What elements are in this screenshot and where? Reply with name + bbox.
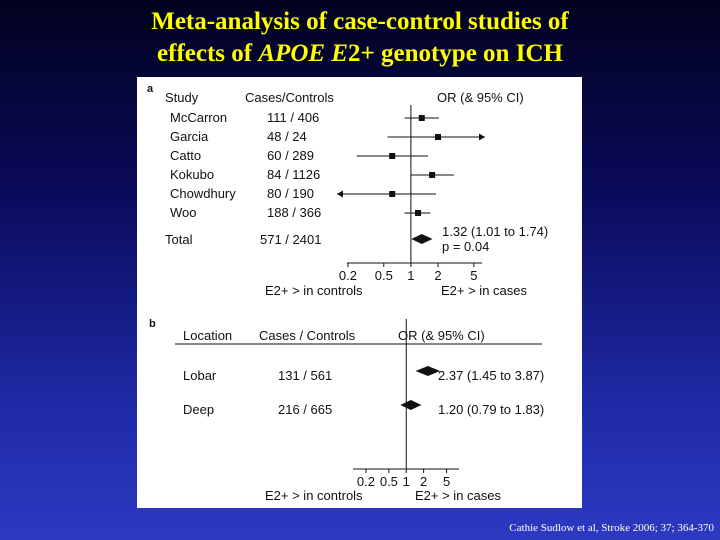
study-name-woo: Woo [170, 205, 197, 220]
panel-a-marks [337, 105, 485, 283]
location-name-lobar: Lobar [183, 368, 217, 383]
point-estimate-chowdhury [389, 191, 395, 197]
panel-b-tick-label-0.2: 0.2 [356, 474, 375, 489]
panel-b-xlabel-left: E2+ > in controls [265, 488, 363, 503]
study-name-garcia: Garcia [170, 129, 209, 144]
location-diamond-deep [400, 400, 421, 410]
point-estimate-catto [389, 153, 395, 159]
total-diamond [411, 234, 432, 244]
point-estimate-woo [415, 210, 421, 216]
slide-title [0, 6, 720, 70]
title-line-2-pre: effects of [157, 40, 259, 67]
point-estimate-garcia [435, 134, 441, 140]
location-diamond-lobar [416, 366, 441, 376]
total-cases: 571 / 2401 [260, 232, 322, 247]
forest-plot-panel [137, 77, 582, 508]
location-or-ci-lobar: 2.37 (1.45 to 3.87) [438, 368, 545, 383]
panel-a-tick-label-0.2: 0.2 [338, 268, 357, 283]
location-cases-deep: 216 / 665 [278, 402, 333, 417]
panel-a-xlabel-right: E2+ > in cases [441, 283, 527, 298]
study-name-catto: Catto [170, 148, 202, 163]
study-cases-woo: 188 / 366 [267, 205, 322, 220]
location-name-deep: Deep [183, 402, 215, 417]
study-cases-garcia: 48 / 24 [267, 129, 307, 144]
panel-a-tick-label-5: 5 [470, 268, 478, 283]
study-cases-kokubo: 84 / 1126 [267, 167, 321, 182]
study-cases-catto: 60 / 289 [267, 148, 314, 163]
panel-b-xlabel-right: E2+ > in cases [415, 488, 501, 503]
study-cases-mccarron: 111 / 406 [267, 110, 320, 125]
location-or-ci-deep: 1.20 (0.79 to 1.83) [438, 402, 545, 417]
panel-b-tick-label-0.5: 0.5 [379, 474, 398, 489]
ci-arrow-chowdhury [337, 191, 343, 198]
panel-b-tick-label-2: 2 [419, 474, 428, 489]
title-line-2-post: 2+ genotype on ICH [347, 40, 563, 67]
total-label: Total [165, 232, 193, 247]
point-estimate-mccarron [419, 115, 425, 121]
panel-b-tick-label-5: 5 [442, 474, 451, 489]
study-name-chowdhury: Chowdhury [170, 186, 236, 201]
panel-a-tick-label-0.5: 0.5 [374, 268, 393, 283]
panel-a-xlabel-left: E2+ > in controls [265, 283, 363, 298]
panel-a-label: a [147, 83, 154, 95]
panel-a-tick-label-1: 1 [407, 268, 415, 283]
citation: Cathie Sudlow et al, Stroke 2006; 37; 364-370 [509, 522, 714, 534]
panel-b-header-cases: Cases / Controls [259, 328, 356, 343]
point-estimate-kokubo [429, 172, 435, 178]
study-cases-chowdhury: 80 / 190 [267, 186, 314, 201]
title-gene-name: APOE E [258, 40, 348, 67]
panel-a-header-or: OR (& 95% CI) [437, 90, 524, 105]
panel-b-header-or: OR (& 95% CI) [398, 328, 485, 343]
panel-b-label: b [149, 318, 156, 330]
study-name-mccarron: McCarron [170, 110, 228, 125]
ci-arrow-garcia [479, 134, 485, 141]
total-or-ci: 1.32 (1.01 to 1.74) [442, 224, 549, 239]
title-line-2 [0, 38, 720, 70]
forest-plot-svg [137, 77, 582, 508]
panel-a-tick-label-2: 2 [434, 268, 442, 283]
panel-a-header-cases: Cases/Controls [245, 90, 334, 105]
title-line-1: Meta-analysis of case-control studies of [151, 8, 569, 35]
total-p-value: p = 0.04 [442, 239, 490, 254]
panel-b-header-location: Location [183, 328, 233, 343]
panel-b-tick-label-1: 1 [402, 474, 410, 489]
study-name-kokubo: Kokubo [170, 167, 215, 182]
panel-a-header-study: Study [165, 90, 199, 105]
location-cases-lobar: 131 / 561 [278, 368, 333, 383]
